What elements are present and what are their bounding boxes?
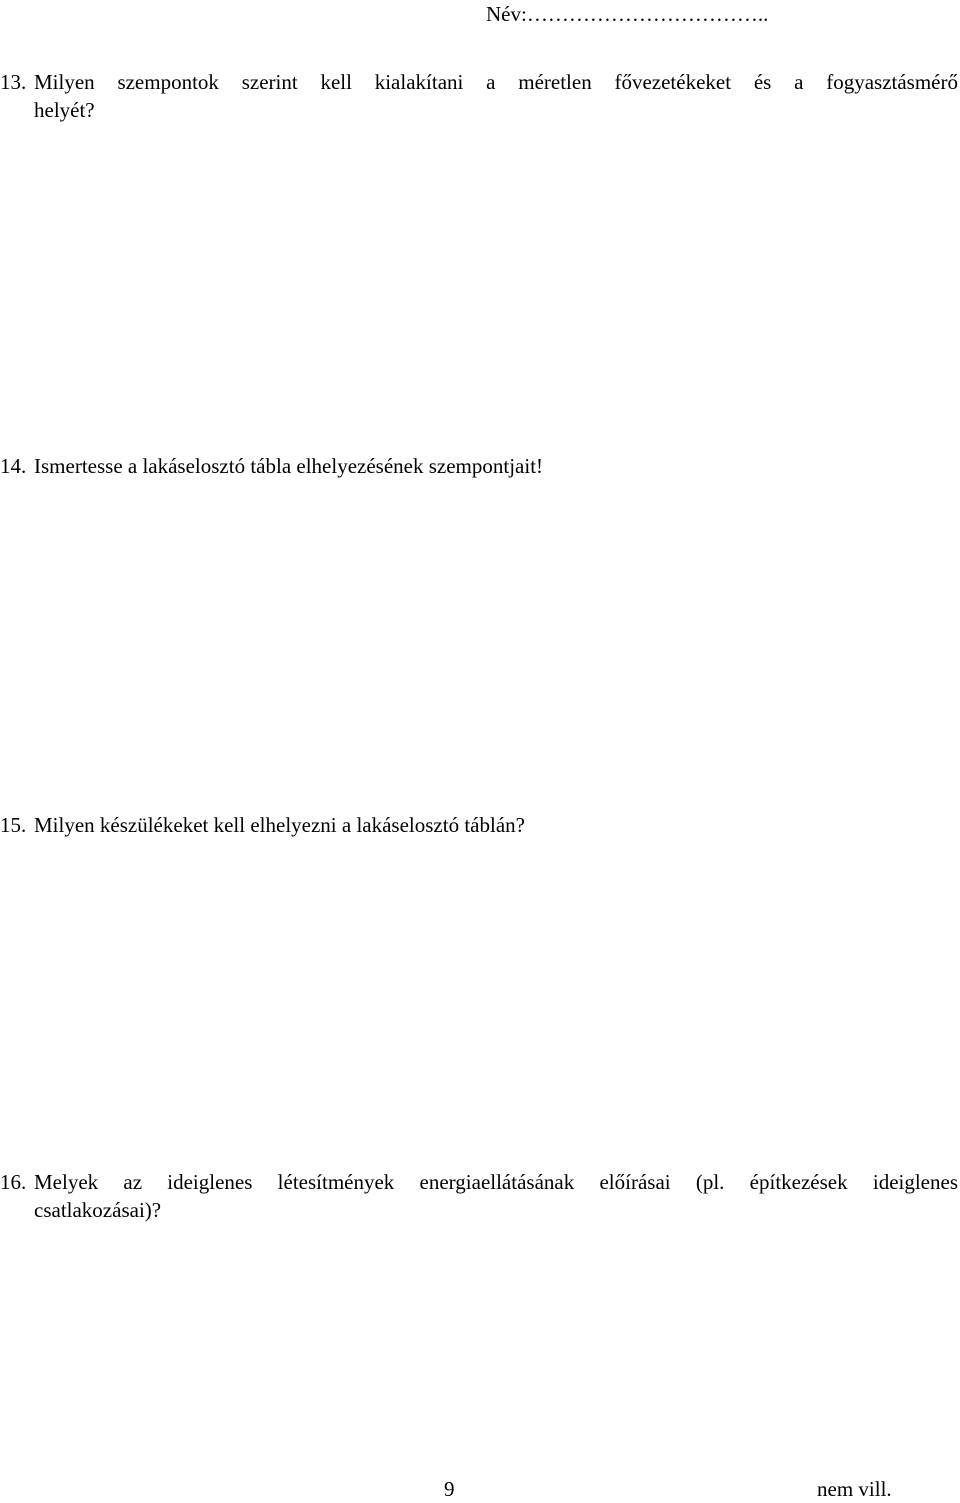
question-text: Milyen készülékeket kell elhelyezni a lakáselosztó táblán? (34, 813, 525, 837)
question-number: 15. (0, 813, 27, 837)
question-text-continued: helyét? (34, 98, 95, 122)
question-15 (0, 811, 958, 839)
question-text-continued: csatlakozásai)? (34, 1198, 162, 1222)
question-number: 13. (0, 70, 27, 94)
question-number: 14. (0, 454, 27, 478)
name-field-label: Név:…………………………….. (486, 2, 769, 26)
question-number: 16. (0, 1170, 27, 1194)
question-16 (0, 1168, 958, 1224)
footer-note: nem vill. (817, 1477, 892, 1501)
question-13 (0, 68, 958, 124)
question-14 (0, 452, 958, 480)
question-text: Melyek az ideiglenes létesítmények energiaellátásának előírásai (pl. építkezések ideiglenes (34, 1170, 958, 1194)
question-text: Milyen szempontok szerint kell kialakítani a méretlen fővezetékeket és a fogyasztásmérő (34, 70, 958, 94)
question-text: Ismertesse a lakáselosztó tábla elhelyezésének szempontjait! (34, 454, 544, 478)
page-number: 9 (444, 1477, 455, 1501)
